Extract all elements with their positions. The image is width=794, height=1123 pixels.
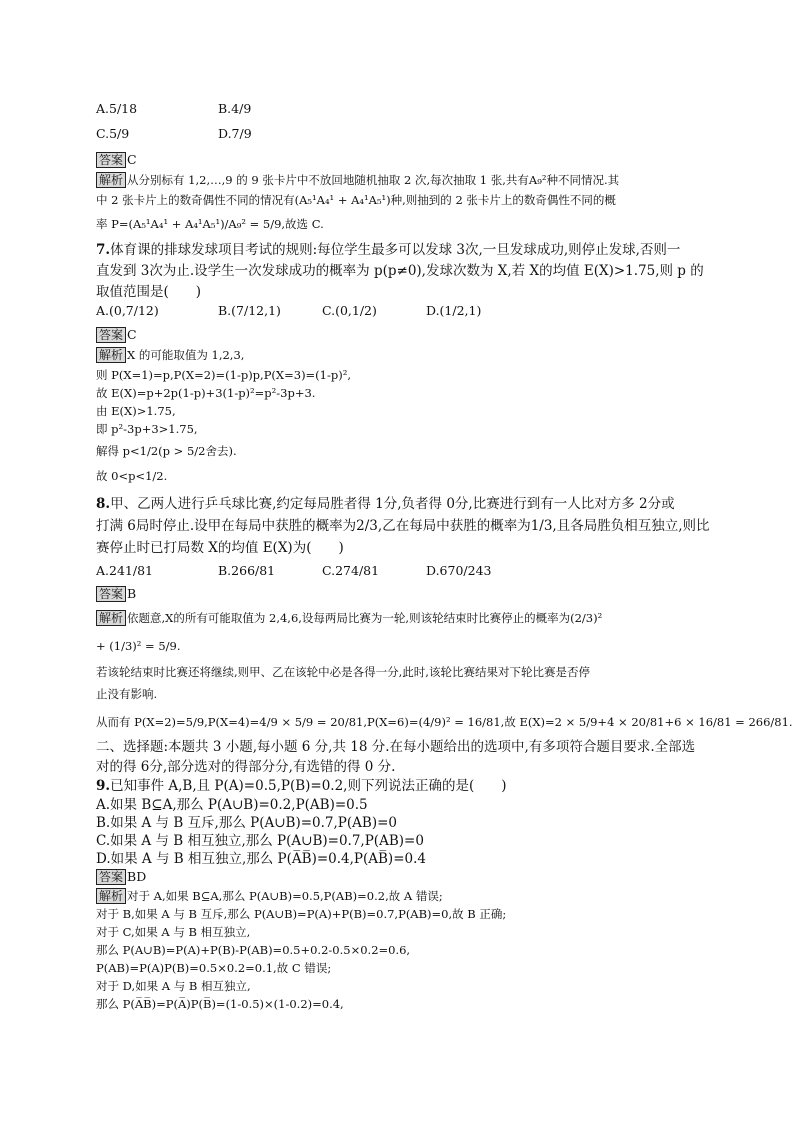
answer-value: BD — [127, 869, 147, 884]
analysis-tag: 解析 — [96, 888, 126, 904]
q7-option-a: A.(0,7/12) — [96, 303, 159, 318]
answer-tag: 答案 — [96, 152, 126, 168]
analysis-text: 对于 A,如果 B⊆A,那么 P(A∪B)=0.5,P(AB)=0.2,故 A 错误; — [127, 889, 443, 903]
q7-analysis-line — [96, 347, 244, 363]
q6-option-b: B.4/9 — [218, 101, 252, 116]
q9-option-c: C.如果 A 与 B 相互独立,那么 P(A∪B)=0.7,P(AB)=0 — [96, 833, 424, 849]
stem-text: 甲、乙两人进行乒乓球比赛,约定每局胜者得 1分,负者得 0分,比赛进行到有一人比对方多 2分或 — [110, 496, 675, 512]
q9-analysis-line: 那么 P(A̅B̅)=P(A̅)P(B̅)=(1-0.5)×(1-0.2)=0.4, — [96, 997, 344, 1011]
q9-analysis-line: 那么 P(A∪B)=P(A)+P(B)-P(AB)=0.5+0.2-0.5×0.2=0.6, — [96, 943, 411, 957]
q9-option-b: B.如果 A 与 B 互斥,那么 P(A∪B)=0.7,P(AB)=0 — [96, 815, 397, 831]
q9-option-a: A.如果 B⊆A,那么 P(A∪B)=0.2,P(AB)=0.5 — [96, 797, 368, 813]
answer-value: C — [127, 152, 137, 167]
q8-stem: 赛停止时已打局数 X的均值 E(X)为( ) — [96, 540, 344, 556]
q7-option-d: D.(1/2,1) — [426, 303, 482, 318]
section-2-heading: 二、选择题:本题共 3 小题,每小题 6 分,共 18 分.在每小题给出的选项中,有多项符合题目要求.全部选 — [96, 739, 696, 755]
q8-analysis-line: + (1/3)² = 5/9. — [96, 639, 181, 653]
q8-option-a: A.241/81 — [96, 563, 153, 578]
q9-stem — [96, 777, 507, 795]
q8-analysis-line: 若该轮结束时比赛还将继续,则甲、乙在该轮中必是各得一分,此时,该轮比赛结果对下轮比赛是否停 — [96, 665, 590, 679]
answer-tag: 答案 — [96, 869, 126, 885]
answer-value: C — [127, 327, 137, 342]
section-2-heading: 对的得 6分,部分选对的得部分分,有选错的得 0 分. — [96, 759, 396, 775]
answer-value: B — [127, 586, 137, 601]
q8-option-b: B.266/81 — [218, 563, 276, 578]
analysis-text: X 的可能取值为 1,2,3, — [127, 348, 245, 362]
q7-option-b: B.(7/12,1) — [218, 303, 281, 318]
q7-answer — [96, 327, 137, 343]
question-number: 7. — [96, 242, 111, 258]
q6-option-d: D.7/9 — [218, 126, 252, 141]
q6-answer — [96, 152, 137, 168]
q7-option-c: C.(0,1/2) — [322, 303, 377, 318]
q9-analysis-line — [96, 888, 443, 904]
analysis-text: 依题意,X的所有可能取值为 2,4,6,设每两局比赛为一轮,则该轮结束时比赛停止的概率为(2/3)² — [127, 611, 603, 625]
q7-analysis-line: 解得 p<1/2(p > 5/2舍去). — [96, 444, 237, 458]
q9-analysis-line: 对于 B,如果 A 与 B 互斥,那么 P(A∪B)=P(A)+P(B)=0.7,P(AB)=0,故 B 正确; — [96, 907, 507, 921]
analysis-tag: 解析 — [96, 610, 126, 626]
analysis-tag: 解析 — [96, 172, 126, 188]
q7-analysis-line: 故 0<p<1/2. — [96, 469, 168, 483]
analysis-text: 从分别标有 1,2,…,9 的 9 张卡片中不放回地随机抽取 2 次,每次抽取 1 张,共有A₉²种不同情况.其 — [127, 173, 620, 187]
question-number: 9. — [96, 778, 111, 794]
q8-stem — [96, 495, 675, 513]
q7-stem: 直发到 3次为止.设学生一次发球成功的概率为 p(p≠0),发球次数为 X,若 X的均值 E(X)>1.75,则 p 的 — [96, 263, 704, 279]
q9-option-d: D.如果 A 与 B 相互独立,那么 P(A̅B̅)=0.4,P(AB̅)=0.4 — [96, 851, 426, 867]
q6-analysis-line: 率 P=(A₅¹A₄¹ + A₄¹A₅¹)/A₉² = 5/9,故选 C. — [96, 217, 324, 231]
q7-analysis-line: 则 P(X=1)=p,P(X=2)=(1-p)p,P(X=3)=(1-p)², — [96, 368, 351, 382]
answer-tag: 答案 — [96, 586, 126, 602]
question-number: 8. — [96, 496, 111, 512]
q8-option-c: C.274/81 — [322, 563, 380, 578]
q8-answer — [96, 586, 136, 602]
q8-analysis-line — [96, 610, 602, 626]
q6-analysis-line: 中 2 张卡片上的数奇偶性不同的情况有(A₅¹A₄¹ + A₄¹A₅¹)种,则抽到的 2 张卡片上的数奇偶性不同的概 — [96, 193, 616, 207]
q9-analysis-line: P(AB)=P(A)P(B)=0.5×0.2=0.1,故 C 错误; — [96, 961, 332, 975]
q7-analysis-line: 故 E(X)=p+2p(1-p)+3(1-p)²=p²-3p+3. — [96, 386, 316, 400]
q7-analysis-line: 由 E(X)>1.75, — [96, 404, 176, 418]
q9-answer — [96, 869, 146, 885]
q6-option-c: C.5/9 — [96, 126, 130, 141]
q9-analysis-line: 对于 D,如果 A 与 B 相互独立, — [96, 979, 251, 993]
q8-stem: 打满 6局时停止.设甲在每局中获胜的概率为2/3,乙在每局中获胜的概率为1/3,且各局胜负相互独立,则比 — [96, 518, 710, 534]
q7-analysis-line: 即 p²-3p+3>1.75, — [96, 422, 198, 436]
stem-text: 已知事件 A,B,且 P(A)=0.5,P(B)=0.2,则下列说法正确的是( ) — [110, 778, 507, 794]
analysis-tag: 解析 — [96, 347, 126, 363]
q8-analysis-line: 止没有影响. — [96, 687, 158, 701]
stem-text: 体育课的排球发球项目考试的规则:每位学生最多可以发球 3次,一旦发球成功,则停止发球,否则一 — [110, 242, 681, 258]
answer-tag: 答案 — [96, 327, 126, 343]
q9-analysis-line: 对于 C,如果 A 与 B 相互独立, — [96, 925, 251, 939]
q7-stem — [96, 241, 680, 259]
q8-analysis-line: 从而有 P(X=2)=5/9,P(X=4)=4/9 × 5/9 = 20/81,P(X=6)=(4/9)² = 16/81,故 E(X)=2 × 5/9+4 × 20/81+6 × 16/81 = 266/81. — [96, 715, 793, 729]
q6-analysis-line — [96, 172, 619, 188]
q6-option-a: A.5/18 — [96, 101, 138, 116]
q8-option-d: D.670/243 — [426, 563, 492, 578]
q7-stem: 取值范围是( ) — [96, 284, 202, 300]
